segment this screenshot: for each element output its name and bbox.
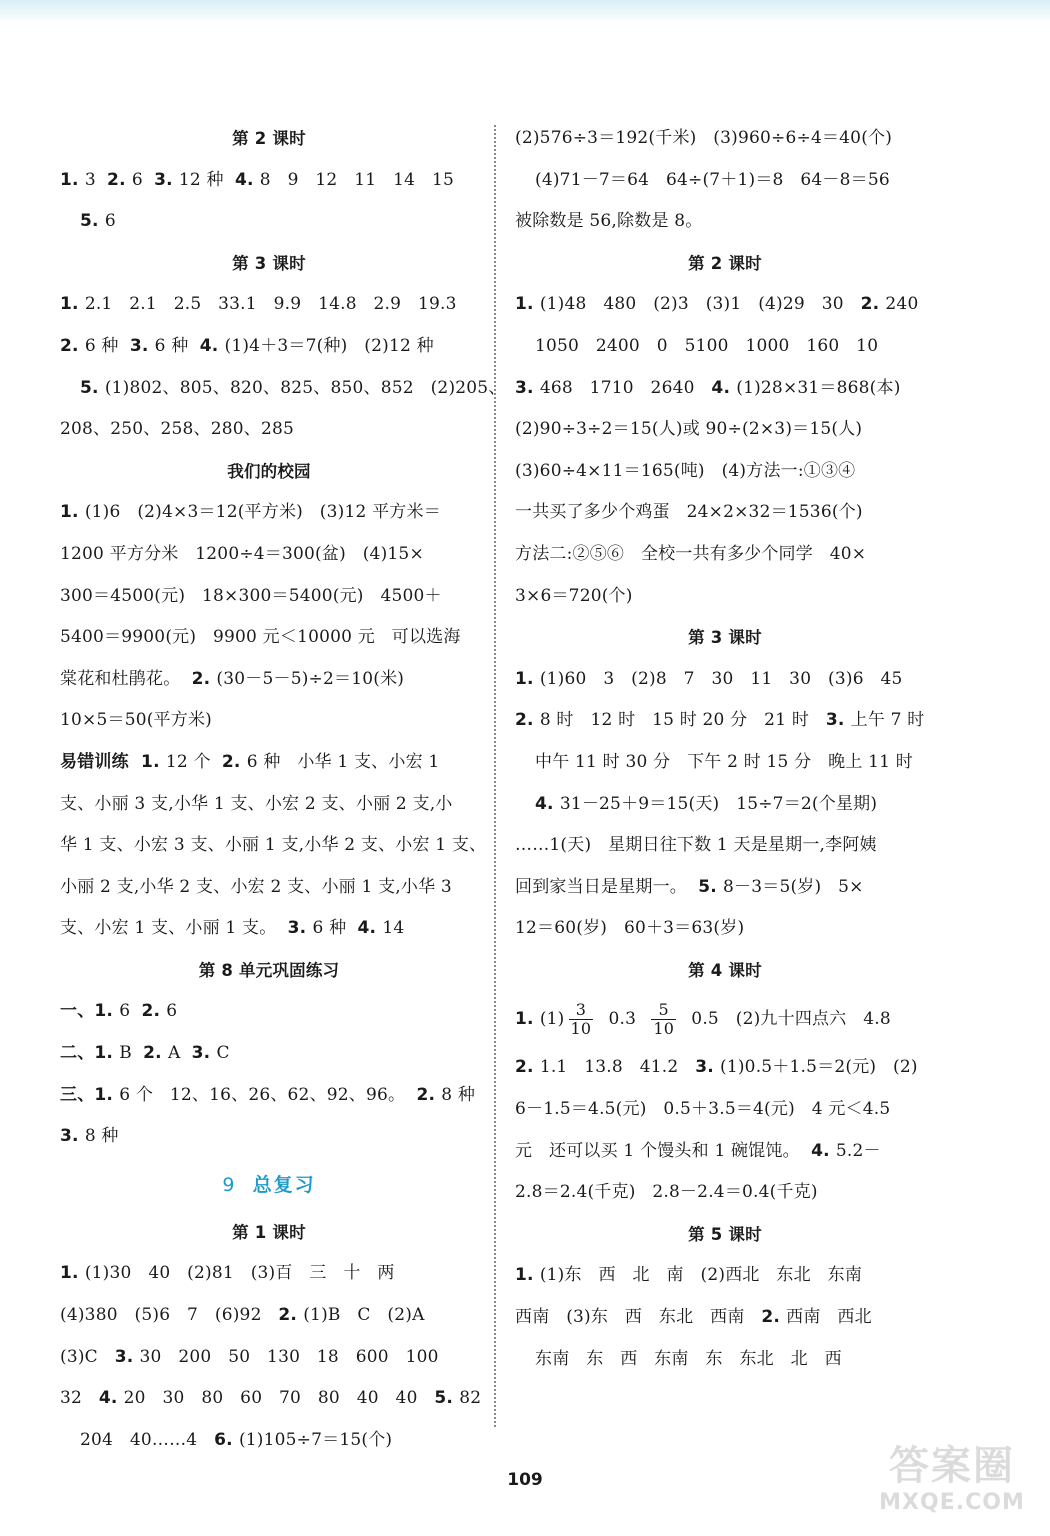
answer-line: 2.8＝2.4(千克) 2.8－2.4＝0.4(千克) xyxy=(515,1182,818,1203)
answer-line: 支、小宏 1 支、小丽 1 支。 3. 6 种 4. 14 xyxy=(60,918,405,939)
answer-line: 5400＝9900(元) 9900 元＜10000 元 可以选海 xyxy=(60,627,461,648)
answer-line: 3. 468 1710 2640 4. (1)28×31＝868(本) xyxy=(515,377,901,398)
answer-line: 5. (1)802、805、820、825、850、852 (2)205、 xyxy=(80,377,506,398)
lesson-heading: 第 8 单元巩固练习 xyxy=(198,960,340,980)
right-column xyxy=(515,118,935,1380)
answer-line: 小丽 2 支,小华 2 支、小宏 2 支、小丽 1 支,小华 3 xyxy=(60,876,452,897)
answer-line: 6－1.5＝4.5(元) 0.5＋3.5＝4(元) 4 元＜4.5 xyxy=(515,1099,891,1120)
page-number: 109 xyxy=(507,1470,543,1490)
answer-line: 中午 11 时 30 分 下午 2 时 15 分 晚上 11 时 xyxy=(535,751,914,772)
lesson-heading: 第 5 课时 xyxy=(688,1224,762,1244)
answer-line: 2. 6 种 3. 6 种 4. (1)4＋3＝7(种) (2)12 种 xyxy=(60,335,434,356)
answer-line: 3×6＝720(个) xyxy=(515,585,633,606)
answer-line: 2. 1.1 13.8 41.2 3. (1)0.5＋1.5＝2(元) (2) xyxy=(515,1057,918,1078)
watermark-url: MXQE.COM xyxy=(879,1490,1025,1515)
answer-line: 1. (1)6 (2)4×3＝12(平方米) (3)12 平方米＝ xyxy=(60,502,441,523)
lesson-heading: 第 3 课时 xyxy=(688,628,762,648)
top-color-band xyxy=(0,0,1050,22)
answer-line: 支、小丽 3 支,小华 1 支、小宏 2 支、小丽 2 支,小 xyxy=(60,793,453,814)
answer-line: (4)380 (5)6 7 (6)92 2. (1)B C (2)A xyxy=(60,1305,425,1326)
answer-line: 三、1. 6 个 12、16、26、62、92、96。 2. 8 种 xyxy=(60,1084,476,1105)
answer-line: 被除数是 56,除数是 8。 xyxy=(515,211,703,232)
answer-line: 1200 平方分米 1200÷4＝300(盆) (4)15× xyxy=(60,543,424,564)
answer-line: (3)C 3. 30 200 50 130 18 600 100 xyxy=(60,1346,439,1367)
lesson-heading: 我们的校园 xyxy=(227,461,311,481)
answer-line: 方法二:②⑤⑥ 全校一共有多少个同学 40× xyxy=(515,543,867,564)
watermark-logo xyxy=(868,1434,1036,1526)
answer-line: 32 4. 20 30 80 60 70 80 40 40 5. 82 xyxy=(60,1388,482,1409)
lesson-heading: 第 2 课时 xyxy=(688,253,762,273)
answer-line: 1050 2400 0 5100 1000 160 10 xyxy=(535,335,879,356)
answer-line: 1. (1) $\frac{3}{10}$ 0.3 $\frac{5}{10}$ 0.5 (2)九十四点六 4.8 xyxy=(515,1000,891,1039)
answer-line: 1. (1)东 西 北 南 (2)西北 东北 东南 xyxy=(515,1265,863,1286)
answer-line: 棠花和杜鹃花。 2. (30－5－5)÷2＝10(米) xyxy=(60,668,405,689)
answer-line: (2)576÷3＝192(千米) (3)960÷6÷4＝40(个) xyxy=(515,128,893,148)
fraction: $\frac{3}{10}$ xyxy=(570,1000,592,1039)
answer-line: 1. (1)30 40 (2)81 (3)百 三 十 两 xyxy=(60,1263,395,1284)
answer-line: 12＝60(岁) 60＋3＝63(岁) xyxy=(515,918,745,939)
left-column xyxy=(60,118,506,1461)
lesson-heading: 第 2 课时 xyxy=(232,129,306,148)
answer-line: 东南 东 西 东南 东 东北 北 西 xyxy=(535,1348,842,1369)
answer-line: 回到家当日是星期一。 5. 8－3＝5(岁) 5× xyxy=(515,876,864,897)
answer-line: 1. 3 2. 6 3. 12 种 4. 8 9 12 11 14 15 xyxy=(60,169,454,190)
answer-line: 华 1 支、小宏 3 支、小丽 1 支,小华 2 支、小宏 1 支、 xyxy=(60,835,487,856)
answer-line: 300＝4500(元) 18×300＝5400(元) 4500＋ xyxy=(60,585,442,606)
answer-line: 208、250、258、280、285 xyxy=(60,419,295,440)
answer-line: 2. 8 时 12 时 15 时 20 分 21 时 3. 上午 7 时 xyxy=(515,710,925,731)
lesson-heading: 第 1 课时 xyxy=(232,1222,306,1242)
lesson-heading: 第 4 课时 xyxy=(688,960,762,980)
answer-line: 西南 (3)东 西 东北 西南 2. 西南 西北 xyxy=(515,1307,872,1328)
section-heading xyxy=(60,1158,478,1212)
fraction: $\frac{5}{10}$ xyxy=(653,1000,675,1039)
answer-line: 元 还可以买 1 个馒头和 1 碗馄饨。 4. 5.2－ xyxy=(515,1140,881,1161)
answer-line: 二、1. B 2. A 3. C xyxy=(60,1043,230,1064)
answer-line: 一、1. 6 2. 6 xyxy=(60,1001,178,1022)
answer-line: 4. 31－25＋9＝15(天) 15÷7＝2(个星期) xyxy=(535,793,878,814)
answer-line: 3. 8 种 xyxy=(60,1126,119,1147)
answer-line: (2)90÷3÷2＝15(人)或 90÷(2×3)＝15(人) xyxy=(515,419,863,440)
section-title: 总复习 xyxy=(252,1173,316,1196)
lesson-heading: 第 3 课时 xyxy=(232,253,306,273)
section-number: 9 xyxy=(222,1173,235,1196)
answer-line: 一共买了多少个鸡蛋 24×2×32＝1536(个) xyxy=(515,502,863,523)
answer-line: 5. 6 xyxy=(80,211,116,232)
answer-line: 204 40……4 6. (1)105÷7＝15(个) xyxy=(80,1429,393,1450)
watermark-text: 答案圈 xyxy=(889,1443,1015,1489)
answer-line: 1. (1)60 3 (2)8 7 30 11 30 (3)6 45 xyxy=(515,668,903,689)
answer-line: ……1(天) 星期日往下数 1 天是星期一,李阿姨 xyxy=(515,835,877,856)
answer-line: 易错训练 1. 12 个 2. 6 种 小华 1 支、小宏 1 xyxy=(60,751,440,772)
answer-line: (4)71－7＝64 64÷(7＋1)＝8 64－8＝56 xyxy=(535,169,890,190)
answer-line: 1. (1)48 480 (2)3 (3)1 (4)29 30 2. 240 xyxy=(515,294,919,315)
answer-line: 10×5＝50(平方米) xyxy=(60,710,212,731)
column-divider xyxy=(494,125,496,1427)
answer-line: (3)60÷4×11＝165(吨) (4)方法一:①③④ xyxy=(515,460,856,481)
answer-line: 1. 2.1 2.1 2.5 33.1 9.9 14.8 2.9 19.3 xyxy=(60,294,457,315)
